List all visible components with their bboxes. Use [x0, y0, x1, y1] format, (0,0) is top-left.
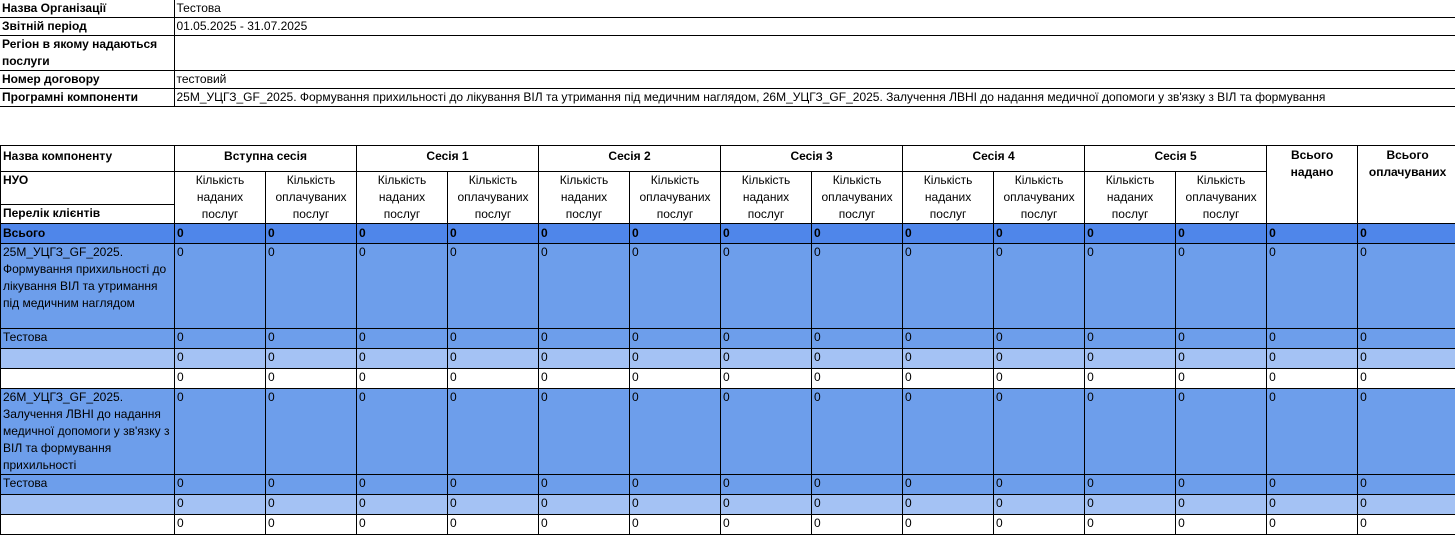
component-row: [1, 244, 1455, 329]
cell[interactable]: 0: [539, 475, 630, 495]
cell[interactable]: 0: [357, 515, 448, 535]
cell[interactable]: 0: [448, 515, 539, 535]
cell[interactable]: 0: [357, 369, 448, 389]
cell[interactable]: 0: [630, 389, 721, 475]
cell[interactable]: 0: [1085, 389, 1176, 475]
cell[interactable]: 0: [1267, 244, 1358, 329]
cell[interactable]: 0: [448, 475, 539, 495]
cell[interactable]: 0: [630, 349, 721, 369]
cell[interactable]: 0: [539, 515, 630, 535]
cell[interactable]: 0: [1267, 329, 1358, 349]
total-row-label: Всього: [1, 224, 175, 244]
cell[interactable]: 0: [1358, 349, 1455, 369]
total-row: [1, 224, 1455, 244]
cell[interactable]: 0: [994, 244, 1085, 329]
cell[interactable]: 0: [266, 329, 357, 349]
sub-header-paid: Кількість оплачуваних послуг: [994, 172, 1085, 224]
cell[interactable]: 0: [812, 244, 903, 329]
cell[interactable]: 0: [812, 224, 903, 244]
client-row: [1, 349, 1455, 369]
cell[interactable]: 0: [721, 329, 812, 349]
sub-header-provided: Кількість наданих послуг: [721, 172, 812, 224]
cell[interactable]: 0: [175, 349, 266, 369]
cell[interactable]: 0: [357, 244, 448, 329]
cell[interactable]: 0: [1176, 369, 1267, 389]
session-intro-header: Вступна сесія: [175, 146, 357, 172]
cell[interactable]: 0: [1176, 224, 1267, 244]
cell[interactable]: 0: [1176, 515, 1267, 535]
cell[interactable]: 0: [1176, 475, 1267, 495]
cell[interactable]: 0: [721, 349, 812, 369]
region-label: Регіон в якому надаються послуги: [0, 36, 174, 71]
cell[interactable]: 0: [175, 495, 266, 515]
cell[interactable]: 0: [721, 475, 812, 495]
client-row: [1, 369, 1455, 389]
sub-header-paid: Кількість оплачуваних послуг: [448, 172, 539, 224]
client-label[interactable]: [1, 349, 175, 369]
cell[interactable]: 0: [1358, 495, 1455, 515]
cell[interactable]: 0: [1267, 369, 1358, 389]
cell[interactable]: 0: [175, 475, 266, 495]
cell[interactable]: 0: [266, 515, 357, 535]
cell[interactable]: 0: [994, 224, 1085, 244]
cell[interactable]: 0: [630, 475, 721, 495]
session-3-header: Сесія 3: [721, 146, 903, 172]
cell[interactable]: 0: [448, 495, 539, 515]
cell[interactable]: 0: [357, 495, 448, 515]
cell[interactable]: 0: [1085, 349, 1176, 369]
cell[interactable]: 0: [1085, 244, 1176, 329]
cell[interactable]: 0: [175, 389, 266, 475]
cell[interactable]: 0: [1176, 244, 1267, 329]
client-row: [1, 515, 1455, 535]
cell[interactable]: 0: [1085, 515, 1176, 535]
cell[interactable]: 0: [812, 389, 903, 475]
sub-header-provided: Кількість наданих послуг: [539, 172, 630, 224]
cell[interactable]: 0: [812, 495, 903, 515]
total-provided-header: Всього надано: [1267, 146, 1358, 224]
cell[interactable]: 0: [266, 475, 357, 495]
cell[interactable]: 0: [812, 515, 903, 535]
nuo-header: НУО: [1, 172, 175, 205]
cell[interactable]: 0: [539, 244, 630, 329]
client-row: [1, 495, 1455, 515]
cell[interactable]: 0: [1267, 389, 1358, 475]
cell[interactable]: 0: [994, 369, 1085, 389]
cell[interactable]: 0: [539, 495, 630, 515]
cell[interactable]: 0: [175, 224, 266, 244]
cell[interactable]: 0: [1085, 329, 1176, 349]
cell[interactable]: 0: [903, 495, 994, 515]
cell[interactable]: 0: [994, 495, 1085, 515]
cell[interactable]: 0: [994, 515, 1085, 535]
cell[interactable]: 0: [903, 369, 994, 389]
cell[interactable]: 0: [903, 515, 994, 535]
cell[interactable]: 0: [994, 475, 1085, 495]
cell[interactable]: 0: [721, 389, 812, 475]
cell[interactable]: 0: [994, 349, 1085, 369]
cell[interactable]: 0: [175, 329, 266, 349]
component-header: Назва компоненту: [1, 146, 175, 172]
cell[interactable]: 0: [903, 329, 994, 349]
cell[interactable]: 0: [175, 369, 266, 389]
cell[interactable]: 0: [903, 475, 994, 495]
client-label[interactable]: [1, 515, 175, 535]
cell[interactable]: 0: [1176, 349, 1267, 369]
cell[interactable]: 0: [175, 244, 266, 329]
cell[interactable]: 0: [266, 224, 357, 244]
client-label[interactable]: [1, 369, 175, 389]
client-label[interactable]: [1, 495, 175, 515]
cell[interactable]: 0: [1267, 349, 1358, 369]
contract-value[interactable]: тестовий: [174, 71, 1455, 89]
cell[interactable]: 0: [1267, 224, 1358, 244]
cell[interactable]: 0: [266, 369, 357, 389]
cell[interactable]: 0: [1085, 475, 1176, 495]
cell[interactable]: 0: [994, 329, 1085, 349]
cell[interactable]: 0: [357, 475, 448, 495]
cell[interactable]: 0: [1085, 224, 1176, 244]
cell[interactable]: 0: [357, 224, 448, 244]
component-2-label: 26M_УЦГЗ_GF_2025. Залучення ЛВНІ до надання медичної допомоги у зв'язку з ВІЛ та формування прихильності: [1, 389, 175, 475]
sub-header-provided: Кількість наданих послуг: [903, 172, 994, 224]
cell[interactable]: 0: [448, 349, 539, 369]
cell[interactable]: 0: [1358, 389, 1455, 475]
cell[interactable]: 0: [721, 369, 812, 389]
cell[interactable]: 0: [1358, 224, 1455, 244]
cell[interactable]: 0: [630, 369, 721, 389]
sub-header-paid: Кількість оплачуваних послуг: [630, 172, 721, 224]
cell[interactable]: 0: [1267, 495, 1358, 515]
cell[interactable]: 0: [539, 369, 630, 389]
cell[interactable]: 0: [630, 495, 721, 515]
cell[interactable]: 0: [630, 244, 721, 329]
cell[interactable]: 0: [357, 349, 448, 369]
cell[interactable]: 0: [903, 389, 994, 475]
session-2-header: Сесія 2: [539, 146, 721, 172]
clients-header: Перелік клієнтів: [1, 205, 175, 224]
component-row: [1, 389, 1455, 475]
total-paid-header: Всього оплачуваних: [1358, 146, 1455, 224]
cell[interactable]: 0: [1358, 515, 1455, 535]
cell[interactable]: 0: [266, 389, 357, 475]
cell[interactable]: 0: [721, 495, 812, 515]
cell[interactable]: 0: [903, 224, 994, 244]
org-value[interactable]: Тестова: [174, 0, 1455, 18]
cell[interactable]: 0: [539, 349, 630, 369]
cell[interactable]: 0: [812, 349, 903, 369]
report-info-table: [0, 0, 1455, 107]
cell[interactable]: 0: [903, 349, 994, 369]
cell[interactable]: 0: [448, 329, 539, 349]
cell[interactable]: 0: [539, 224, 630, 244]
contract-label: Номер договору: [0, 71, 174, 89]
cell[interactable]: 0: [539, 329, 630, 349]
cell[interactable]: 0: [1358, 475, 1455, 495]
sub-header-paid: Кількість оплачуваних послуг: [1176, 172, 1267, 224]
cell[interactable]: 0: [812, 369, 903, 389]
cell[interactable]: 0: [1085, 369, 1176, 389]
cell[interactable]: 0: [812, 329, 903, 349]
period-label: Звітній період: [0, 18, 174, 36]
cell[interactable]: 0: [1267, 475, 1358, 495]
cell[interactable]: 0: [448, 244, 539, 329]
session-4-header: Сесія 4: [903, 146, 1085, 172]
sub-header-provided: Кількість наданих послуг: [175, 172, 266, 224]
cell[interactable]: 0: [448, 369, 539, 389]
cell[interactable]: 0: [1358, 244, 1455, 329]
cell[interactable]: 0: [1085, 495, 1176, 515]
org-label: Назва Організації: [0, 0, 174, 18]
cell[interactable]: 0: [721, 244, 812, 329]
cell[interactable]: 0: [175, 515, 266, 535]
cell[interactable]: 0: [448, 224, 539, 244]
components-value[interactable]: 25M_УЦГЗ_GF_2025. Формування прихильності до лікування ВІЛ та утримання під медичним наглядом, 26M_УЦГЗ_GF_2025. Залучення ЛВНІ до надання медичної допомоги у зв'язку з ВІЛ та формування: [174, 89, 1455, 107]
sub-header-provided: Кількість наданих послуг: [357, 172, 448, 224]
sub-header-provided: Кількість наданих послуг: [1085, 172, 1176, 224]
cell[interactable]: 0: [539, 389, 630, 475]
cell[interactable]: 0: [357, 329, 448, 349]
cell[interactable]: 0: [266, 349, 357, 369]
region-value[interactable]: [174, 36, 1455, 71]
cell[interactable]: 0: [1176, 329, 1267, 349]
cell[interactable]: 0: [721, 224, 812, 244]
cell[interactable]: 0: [357, 389, 448, 475]
cell[interactable]: 0: [721, 515, 812, 535]
cell[interactable]: 0: [1358, 329, 1455, 349]
cell[interactable]: 0: [1176, 495, 1267, 515]
cell[interactable]: 0: [903, 244, 994, 329]
org-row: [1, 329, 1455, 349]
cell[interactable]: 0: [630, 515, 721, 535]
sub-header-paid: Кількість оплачуваних послуг: [266, 172, 357, 224]
cell[interactable]: 0: [1176, 389, 1267, 475]
cell[interactable]: 0: [812, 475, 903, 495]
org-row-label: Тестова: [1, 329, 175, 349]
cell[interactable]: 0: [994, 389, 1085, 475]
cell[interactable]: 0: [266, 495, 357, 515]
cell[interactable]: 0: [630, 329, 721, 349]
component-1-label: 25M_УЦГЗ_GF_2025. Формування прихильності до лікування ВІЛ та утримання під медичним наглядом: [1, 244, 175, 329]
services-grid: [0, 145, 1455, 535]
org-row-label: Тестова: [1, 475, 175, 495]
cell[interactable]: 0: [448, 389, 539, 475]
components-label: Програмні компоненти: [0, 89, 174, 107]
period-value[interactable]: 01.05.2025 - 31.07.2025: [174, 18, 1455, 36]
cell[interactable]: 0: [1267, 515, 1358, 535]
sub-header-paid: Кількість оплачуваних послуг: [812, 172, 903, 224]
cell[interactable]: 0: [1358, 369, 1455, 389]
session-5-header: Сесія 5: [1085, 146, 1267, 172]
session-1-header: Сесія 1: [357, 146, 539, 172]
org-row: [1, 475, 1455, 495]
cell[interactable]: 0: [630, 224, 721, 244]
cell[interactable]: 0: [266, 244, 357, 329]
